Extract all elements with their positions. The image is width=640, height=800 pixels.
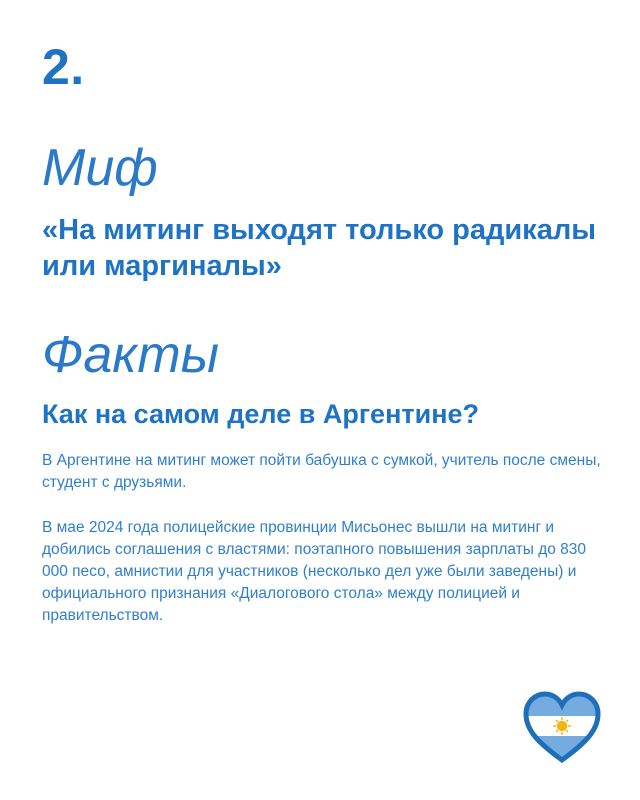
facts-heading: Как на самом деле в Аргентине?	[42, 399, 480, 429]
slide-number: 2.	[42, 39, 85, 95]
facts-label: Факты	[42, 326, 219, 384]
myth-text: «На митинг выходят только радикалы или маргиналы»	[42, 214, 597, 282]
facts-paragraph-2: В мае 2024 года полицейские провинции Мисьонес вышли на митинг и добились соглашения с властями: поэтапного повышения зарплаты до 830 000 песо, амнистии для участников (несколько дел уже были заведены) и официального признания «Диалогового стола» между полицией и правительством.	[42, 519, 587, 624]
argentina-flag-heart-icon	[520, 686, 604, 766]
myth-label: Миф	[42, 139, 158, 197]
facts-paragraph-1: В Аргентине на митинг может пойти бабушка с сумкой, учитель после смены, студент с друзьями.	[42, 452, 601, 491]
